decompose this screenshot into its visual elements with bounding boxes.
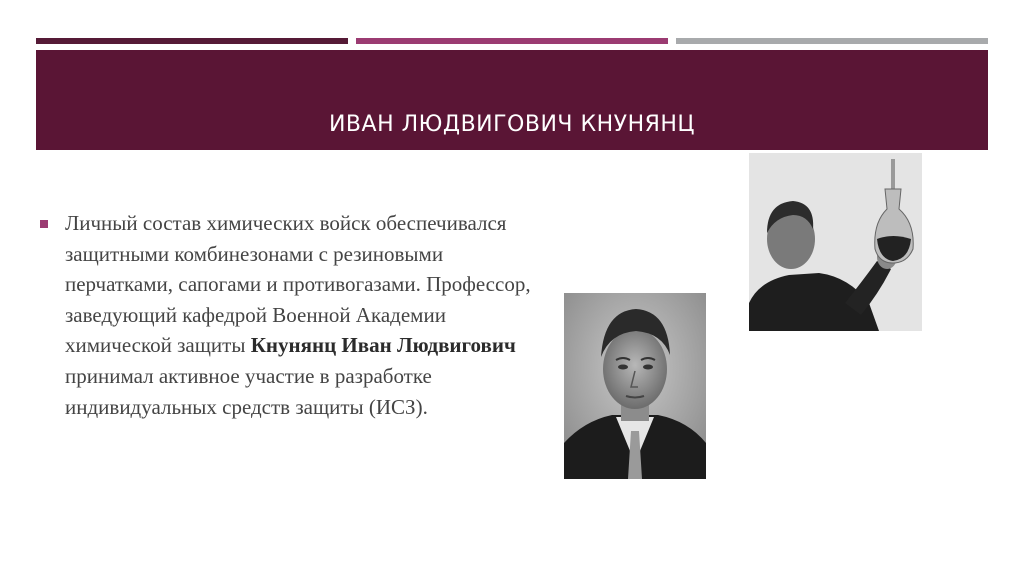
accent-bar-gray bbox=[676, 38, 988, 44]
title-band bbox=[36, 50, 988, 150]
body-paragraph bbox=[65, 208, 535, 422]
paragraph-text-1: Личный состав химических войск обеспечивался защитными комбинезонами с резиновыми перчатками, сапогами и противогазами. Профессор, заведующий кафедрой Военной Академии химической защиты bbox=[65, 211, 531, 358]
paragraph-text-2: принимал активное участие в разработке индивидуальных средств защиты (ИСЗ). bbox=[65, 363, 432, 419]
bullet-marker bbox=[40, 220, 48, 228]
paragraph-bold-name: Кнунянц Иван Людвигович bbox=[250, 333, 516, 358]
portrait-photo bbox=[564, 293, 706, 479]
lab-photo bbox=[749, 153, 922, 331]
accent-bar-dark bbox=[36, 38, 348, 44]
slide-title: ИВАН ЛЮДВИГОВИЧ КНУНЯНЦ bbox=[328, 112, 696, 137]
accent-bar-magenta bbox=[356, 38, 668, 44]
